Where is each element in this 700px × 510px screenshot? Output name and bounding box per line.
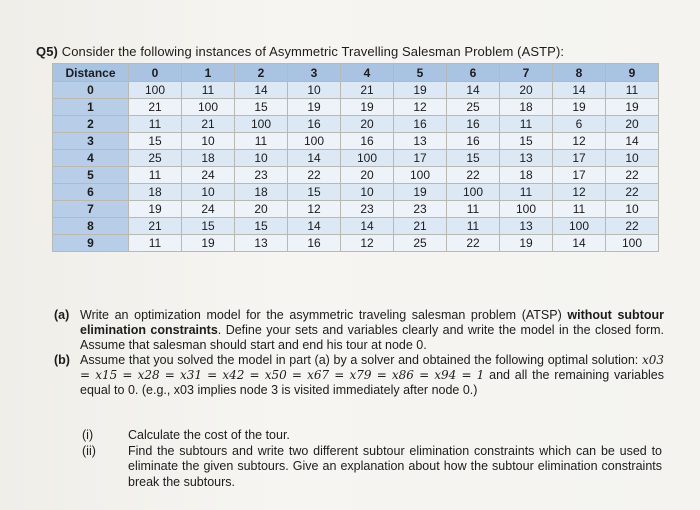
table-cell: 15 bbox=[182, 218, 235, 235]
table-cell: 19 bbox=[500, 235, 553, 252]
table-cell: 10 bbox=[606, 150, 659, 167]
part-a-text bbox=[80, 308, 664, 353]
table-cell: 16 bbox=[288, 116, 341, 133]
question-intro: Consider the following instances of Asymmetric Travelling Salesman Problem (ASTP): bbox=[61, 44, 565, 59]
part-a-text-2: . Define your sets and variables clearly and write the model in the closed form. Assume that salesman should start and end his tour at node 0. bbox=[80, 323, 664, 352]
table-cell: 17 bbox=[394, 150, 447, 167]
table-cell: 19 bbox=[606, 99, 659, 116]
column-header: 7 bbox=[500, 64, 553, 82]
row-header: 4 bbox=[53, 150, 129, 167]
subpart-i-text: Calculate the cost of the tour. bbox=[128, 428, 290, 442]
table-cell: 14 bbox=[553, 82, 606, 99]
table-cell: 100 bbox=[500, 201, 553, 218]
table-cell: 19 bbox=[394, 82, 447, 99]
part-b-intro: Assume that you solved the model in part (a) by a solver and obtained the following optimal solution: bbox=[80, 353, 639, 367]
table-row bbox=[53, 133, 659, 150]
table-cell: 11 bbox=[553, 201, 606, 218]
table-cell: 22 bbox=[606, 218, 659, 235]
table-cell: 100 bbox=[553, 218, 606, 235]
table-cell: 19 bbox=[129, 201, 182, 218]
column-header: 5 bbox=[394, 64, 447, 82]
table-cell: 15 bbox=[288, 184, 341, 201]
table-cell: 20 bbox=[606, 116, 659, 133]
row-header: 7 bbox=[53, 201, 129, 218]
table-cell: 11 bbox=[447, 201, 500, 218]
table-cell: 15 bbox=[447, 150, 500, 167]
table-cell: 19 bbox=[553, 99, 606, 116]
table-cell: 10 bbox=[235, 150, 288, 167]
part-a bbox=[54, 308, 664, 353]
row-header: 1 bbox=[53, 99, 129, 116]
distance-table bbox=[52, 63, 659, 252]
table-cell: 100 bbox=[341, 150, 394, 167]
table-header-row bbox=[53, 64, 659, 82]
table-cell: 12 bbox=[288, 201, 341, 218]
table-cell: 16 bbox=[447, 116, 500, 133]
table-cell: 11 bbox=[129, 167, 182, 184]
subpart-ii-label: (ii) bbox=[82, 443, 96, 458]
table-cell: 100 bbox=[394, 167, 447, 184]
part-b bbox=[54, 353, 664, 398]
table-row bbox=[53, 99, 659, 116]
row-header: 6 bbox=[53, 184, 129, 201]
table-cell: 16 bbox=[288, 235, 341, 252]
table-cell: 19 bbox=[182, 235, 235, 252]
table-cell: 100 bbox=[182, 99, 235, 116]
column-header: 3 bbox=[288, 64, 341, 82]
table-cell: 18 bbox=[182, 150, 235, 167]
table-row bbox=[53, 218, 659, 235]
table-cell: 6 bbox=[553, 116, 606, 133]
table-cell: 21 bbox=[341, 82, 394, 99]
table-cell: 22 bbox=[606, 184, 659, 201]
table-cell: 19 bbox=[394, 184, 447, 201]
part-a-text-1: Write an optimization model for the asymmetric traveling salesman problem (ATSP) bbox=[80, 308, 562, 322]
question-number: Q5) bbox=[36, 44, 58, 59]
table-cell: 24 bbox=[182, 167, 235, 184]
table-cell: 21 bbox=[182, 116, 235, 133]
table-cell: 21 bbox=[129, 218, 182, 235]
table-cell: 12 bbox=[394, 99, 447, 116]
table-cell: 22 bbox=[606, 167, 659, 184]
column-header: 1 bbox=[182, 64, 235, 82]
table-cell: 11 bbox=[129, 116, 182, 133]
table-cell: 25 bbox=[394, 235, 447, 252]
table-cell: 14 bbox=[288, 150, 341, 167]
table-cell: 12 bbox=[553, 133, 606, 150]
table-cell: 23 bbox=[235, 167, 288, 184]
table-cell: 10 bbox=[341, 184, 394, 201]
table-cell: 100 bbox=[129, 82, 182, 99]
table-cell: 10 bbox=[288, 82, 341, 99]
table-cell: 22 bbox=[288, 167, 341, 184]
table-row bbox=[53, 235, 659, 252]
part-b-solution-tail: and all the remaining variables equal to 0. (e.g., x03 implies node 3 is visited immediately after node 0.) bbox=[80, 368, 664, 397]
table-corner-header: Distance bbox=[53, 64, 129, 82]
table-cell: 14 bbox=[341, 218, 394, 235]
table-cell: 15 bbox=[129, 133, 182, 150]
part-b-solution: x03 = x15 = x28 = x31 = x42 = x50 = x67 = x79 = x86 = x94 = 1 bbox=[80, 353, 664, 382]
table-row bbox=[53, 167, 659, 184]
table-cell: 11 bbox=[129, 235, 182, 252]
table-cell: 10 bbox=[182, 133, 235, 150]
table-cell: 21 bbox=[394, 218, 447, 235]
table-cell: 15 bbox=[235, 218, 288, 235]
table-row bbox=[53, 116, 659, 133]
column-header: 4 bbox=[341, 64, 394, 82]
table-cell: 14 bbox=[553, 235, 606, 252]
table-cell: 25 bbox=[129, 150, 182, 167]
table-row bbox=[53, 82, 659, 99]
table-cell: 11 bbox=[500, 116, 553, 133]
table-cell: 16 bbox=[394, 116, 447, 133]
question-parts bbox=[54, 308, 664, 398]
table-cell: 19 bbox=[288, 99, 341, 116]
table-cell: 21 bbox=[129, 99, 182, 116]
table-cell: 20 bbox=[235, 201, 288, 218]
table-cell: 11 bbox=[235, 133, 288, 150]
table-cell: 10 bbox=[606, 201, 659, 218]
table-cell: 20 bbox=[341, 116, 394, 133]
table-cell: 13 bbox=[394, 133, 447, 150]
table-cell: 13 bbox=[235, 235, 288, 252]
part-a-label: (a) bbox=[54, 308, 70, 322]
table-cell: 15 bbox=[500, 133, 553, 150]
table-cell: 23 bbox=[394, 201, 447, 218]
table-cell: 18 bbox=[235, 184, 288, 201]
table-cell: 11 bbox=[606, 82, 659, 99]
table-cell: 20 bbox=[341, 167, 394, 184]
subparts bbox=[82, 428, 662, 490]
row-header: 5 bbox=[53, 167, 129, 184]
subpart-i bbox=[82, 428, 662, 444]
table-cell: 100 bbox=[235, 116, 288, 133]
table-row bbox=[53, 184, 659, 201]
subpart-ii bbox=[82, 444, 662, 491]
table-cell: 14 bbox=[235, 82, 288, 99]
table-cell: 14 bbox=[606, 133, 659, 150]
column-header: 8 bbox=[553, 64, 606, 82]
table-cell: 17 bbox=[553, 150, 606, 167]
table-row bbox=[53, 150, 659, 167]
table-cell: 13 bbox=[500, 218, 553, 235]
part-b-text bbox=[80, 353, 664, 398]
table-cell: 13 bbox=[500, 150, 553, 167]
table-cell: 11 bbox=[182, 82, 235, 99]
table-cell: 20 bbox=[500, 82, 553, 99]
row-header: 8 bbox=[53, 218, 129, 235]
subpart-i-label: (i) bbox=[82, 428, 94, 442]
table-cell: 25 bbox=[447, 99, 500, 116]
table-cell: 23 bbox=[341, 201, 394, 218]
table-cell: 18 bbox=[500, 167, 553, 184]
column-header: 2 bbox=[235, 64, 288, 82]
table-cell: 22 bbox=[447, 235, 500, 252]
table-cell: 100 bbox=[288, 133, 341, 150]
part-a-bold: without subtour elimination constraints bbox=[80, 308, 664, 337]
row-header: 3 bbox=[53, 133, 129, 150]
table-cell: 14 bbox=[288, 218, 341, 235]
table-cell: 10 bbox=[182, 184, 235, 201]
table-cell: 100 bbox=[447, 184, 500, 201]
column-header: 6 bbox=[447, 64, 500, 82]
row-header: 0 bbox=[53, 82, 129, 99]
table-cell: 11 bbox=[447, 218, 500, 235]
table-row bbox=[53, 201, 659, 218]
part-b-label: (b) bbox=[54, 353, 70, 367]
table-cell: 16 bbox=[447, 133, 500, 150]
row-header: 9 bbox=[53, 235, 129, 252]
row-header: 2 bbox=[53, 116, 129, 133]
table-body bbox=[53, 82, 659, 252]
table-cell: 17 bbox=[553, 167, 606, 184]
table-cell: 12 bbox=[341, 235, 394, 252]
question-title bbox=[36, 44, 564, 59]
table-cell: 100 bbox=[606, 235, 659, 252]
table-cell: 24 bbox=[182, 201, 235, 218]
table-cell: 18 bbox=[500, 99, 553, 116]
table-cell: 16 bbox=[341, 133, 394, 150]
subpart-ii-text: Find the subtours and write two different subtour elimination constraints which can be used to eliminate the given subtours. Give an explanation about how the subtour elimination constraints break the subtours. bbox=[128, 443, 662, 489]
table-cell: 12 bbox=[553, 184, 606, 201]
table-cell: 18 bbox=[129, 184, 182, 201]
table-cell: 19 bbox=[341, 99, 394, 116]
column-header: 0 bbox=[129, 64, 182, 82]
table-cell: 15 bbox=[235, 99, 288, 116]
table-cell: 11 bbox=[500, 184, 553, 201]
table-cell: 14 bbox=[447, 82, 500, 99]
table-cell: 22 bbox=[447, 167, 500, 184]
column-header: 9 bbox=[606, 64, 659, 82]
